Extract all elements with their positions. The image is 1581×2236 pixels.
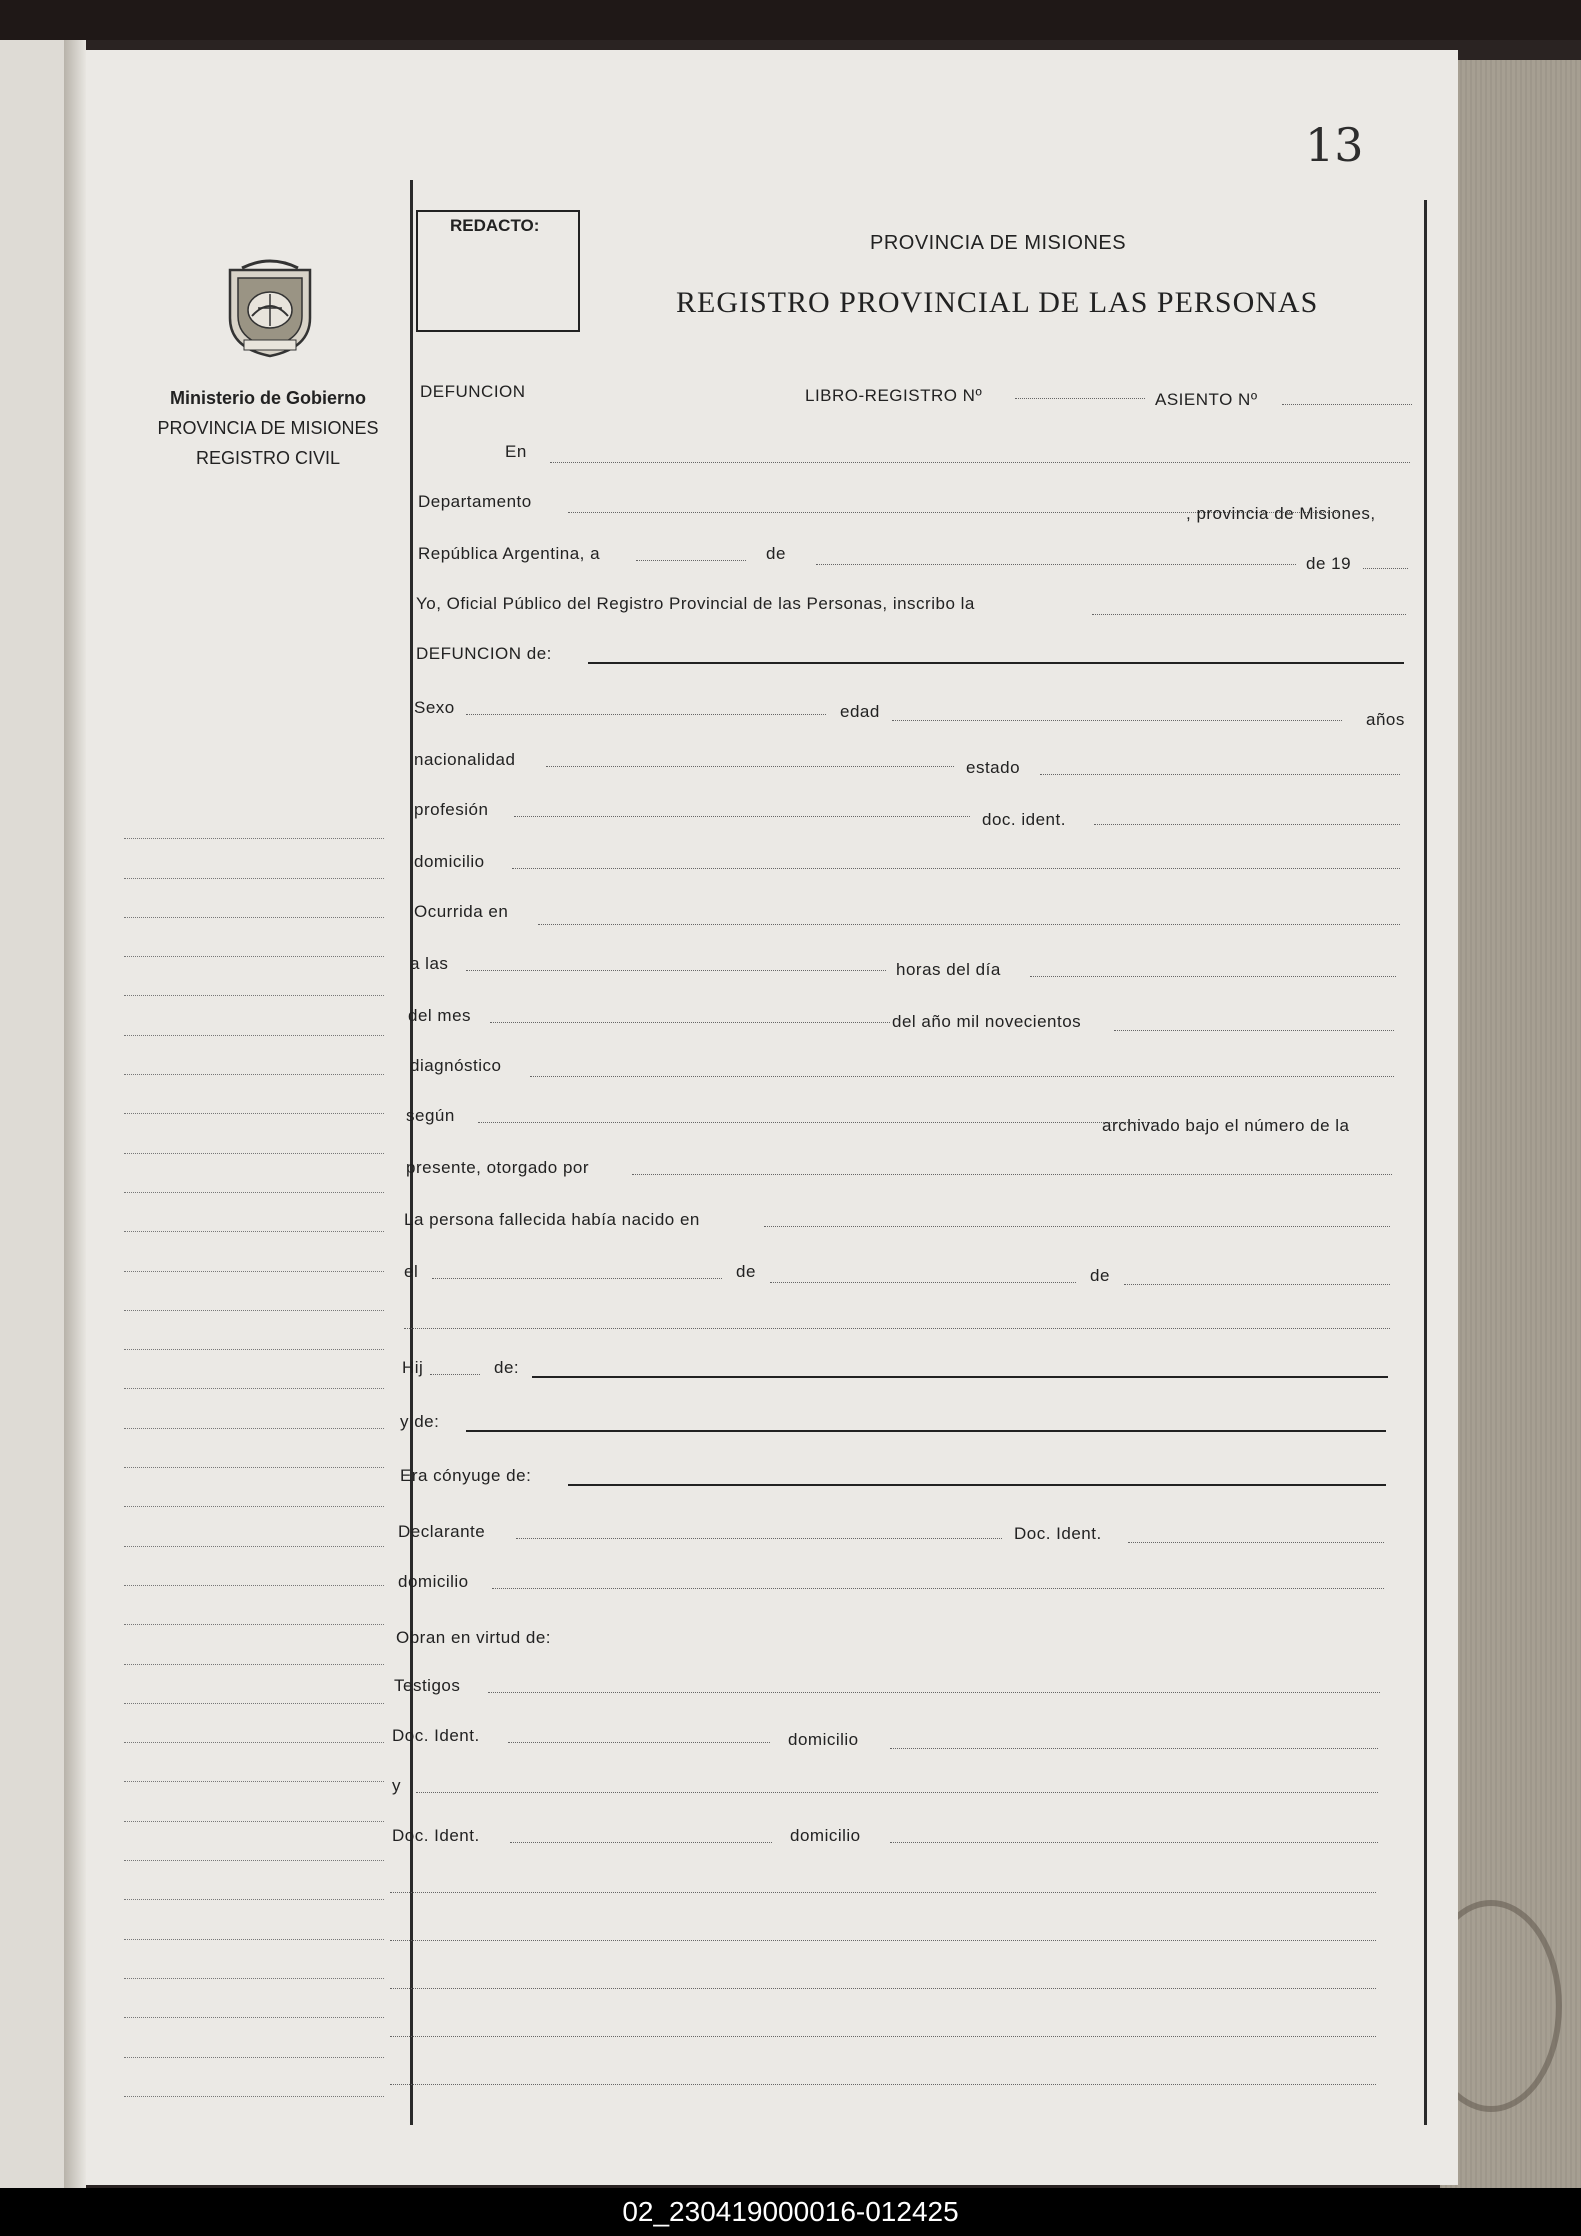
- nacido-dia-field[interactable]: [432, 1260, 722, 1279]
- margin-line: [124, 1743, 384, 1782]
- form-row-obran: [396, 1626, 1396, 1654]
- form-row-el: [404, 1260, 1404, 1288]
- margin-line: [124, 1350, 384, 1389]
- departamento-label: Departamento: [418, 492, 532, 511]
- y-de-label: y de:: [400, 1412, 440, 1431]
- form-row-y: [392, 1774, 1392, 1802]
- blank-line-field[interactable]: [390, 1970, 1376, 1989]
- conyuge-field[interactable]: [568, 1464, 1386, 1486]
- blank-line-field[interactable]: [390, 1922, 1376, 1941]
- margin-line: [124, 800, 384, 839]
- madre-field[interactable]: [466, 1410, 1386, 1432]
- form-row-blank-6: [390, 2066, 1390, 2094]
- en-field[interactable]: [550, 444, 1410, 463]
- form-row-blank-3: [390, 1922, 1390, 1950]
- anos-label: años: [1366, 710, 1405, 729]
- asiento-field[interactable]: [1282, 386, 1412, 405]
- margin-line: [124, 1861, 384, 1900]
- margin-line: [124, 1193, 384, 1232]
- margin-line: [124, 1625, 384, 1664]
- inscribo-field[interactable]: [1092, 596, 1406, 615]
- y-label: y: [392, 1776, 401, 1795]
- form-row-blank-5: [390, 2018, 1390, 2046]
- page-number: 13: [1305, 118, 1364, 172]
- libro-field[interactable]: [1015, 380, 1145, 399]
- form-row-blank-1: [404, 1310, 1404, 1338]
- form-row-nacido: [404, 1208, 1404, 1236]
- hora-field[interactable]: [466, 952, 886, 971]
- declarante-label: Declarante: [398, 1522, 486, 1541]
- ocurrida-label: Ocurrida en: [414, 902, 509, 921]
- archivado-label: archivado bajo el número de la: [1102, 1116, 1350, 1135]
- margin-line: [124, 2058, 384, 2097]
- form-row-declarante-domicilio: [398, 1570, 1398, 1598]
- sexo-field[interactable]: [466, 696, 826, 715]
- estado-label: estado: [966, 758, 1021, 777]
- edad-label: edad: [840, 702, 880, 721]
- declarante-domicilio-field[interactable]: [492, 1570, 1384, 1589]
- otorgado-field[interactable]: [632, 1156, 1392, 1175]
- nacido-ano-field[interactable]: [1124, 1266, 1390, 1285]
- horas-label: horas del día: [896, 960, 1001, 979]
- profesion-field[interactable]: [514, 798, 970, 817]
- margin-line: [124, 1036, 384, 1075]
- presente-label: presente, otorgado por: [406, 1158, 590, 1177]
- hij-label: Hij: [402, 1358, 424, 1377]
- difunto-name-field[interactable]: [588, 642, 1404, 664]
- testigo-2-domicilio-field[interactable]: [890, 1824, 1378, 1843]
- libro-label: LIBRO-REGISTRO Nº: [805, 386, 983, 405]
- form-row-diagnostico: [408, 1054, 1408, 1082]
- de-label-3: de: [1090, 1266, 1110, 1285]
- form-row-libro: [420, 380, 1420, 408]
- estado-field[interactable]: [1040, 756, 1400, 775]
- form-row-blank-2: [390, 1874, 1390, 1902]
- form-row-nacionalidad: [414, 748, 1414, 776]
- margin-line: [124, 1507, 384, 1546]
- testigo-1-doc-label: Doc. Ident.: [392, 1726, 480, 1745]
- conyuge-label: Era cónyuge de:: [400, 1466, 532, 1485]
- form-row-domicilio: [414, 850, 1414, 878]
- hij-suffix-field[interactable]: [430, 1356, 480, 1375]
- book-gutter: [64, 40, 86, 2190]
- form-row-yo: [416, 592, 1416, 620]
- right-vertical-rule: [1424, 200, 1427, 2125]
- blank-line-field[interactable]: [404, 1310, 1390, 1329]
- form-row-departamento: [418, 490, 1418, 523]
- ministry-block: [118, 383, 418, 473]
- form-row-en: [420, 440, 1420, 468]
- doc-ident-label: doc. ident.: [982, 810, 1066, 829]
- testigo-1-domicilio-field[interactable]: [890, 1730, 1378, 1749]
- margin-line: [124, 1154, 384, 1193]
- nacionalidad-field[interactable]: [546, 748, 954, 767]
- form-row-declarante: [398, 1520, 1398, 1548]
- testigo-2-field[interactable]: [416, 1774, 1378, 1793]
- de19-label: de 19: [1306, 554, 1352, 573]
- margin-line: [124, 2018, 384, 2057]
- defuncion-de-label: DEFUNCION de:: [416, 644, 552, 663]
- nacido-mes-field[interactable]: [770, 1264, 1076, 1283]
- en-label: En: [505, 442, 527, 461]
- margin-line: [124, 1822, 384, 1861]
- del-mes-label: del mes: [408, 1006, 472, 1025]
- form-row-segun: [406, 1104, 1406, 1135]
- blank-line-field[interactable]: [390, 2018, 1376, 2037]
- defuncion-heading: DEFUNCION: [420, 382, 526, 401]
- mes-muerte-field[interactable]: [490, 1004, 890, 1023]
- obran-label: Obran en virtud de:: [396, 1628, 552, 1647]
- blank-line-field[interactable]: [390, 1874, 1376, 1893]
- dia-field[interactable]: [636, 542, 746, 561]
- form-row-testigo-1-doc: [392, 1724, 1392, 1752]
- blank-line-field[interactable]: [390, 2066, 1376, 2085]
- del-ano-label: del año mil novecientos: [892, 1012, 1082, 1031]
- de-label-1: de: [766, 544, 786, 563]
- margin-line: [124, 1900, 384, 1939]
- diagnostico-field[interactable]: [530, 1058, 1394, 1077]
- margin-line: [124, 1704, 384, 1743]
- ano-muerte-field[interactable]: [1114, 1012, 1394, 1031]
- testigos-label: Testigos: [394, 1676, 461, 1695]
- redacto-box: [416, 210, 580, 332]
- segun-field[interactable]: [478, 1104, 1158, 1123]
- declarante-doc-label: Doc. Ident.: [1014, 1524, 1102, 1543]
- domicilio-field[interactable]: [512, 850, 1400, 869]
- de-label-2: de: [736, 1262, 756, 1281]
- redacto-label: REDACTO:: [450, 216, 540, 235]
- ministry-registry: REGISTRO CIVIL: [195, 448, 341, 468]
- form-row-sexo: [414, 696, 1414, 729]
- header-title: REGISTRO PROVINCIAL DE LAS PERSONAS: [676, 286, 1319, 319]
- republica-label: República Argentina, a: [418, 544, 601, 563]
- form-row-fecha: [418, 542, 1418, 573]
- padre-field[interactable]: [532, 1356, 1388, 1378]
- form-row-a-las: [410, 952, 1410, 980]
- margin-line: [124, 1114, 384, 1153]
- header-province: PROVINCIA DE MISIONES: [870, 232, 1127, 254]
- declarante-domicilio-label: domicilio: [398, 1572, 469, 1591]
- form-row-del-mes: [408, 1004, 1408, 1032]
- hij-de-label: de:: [494, 1358, 520, 1377]
- margin-line: [124, 1586, 384, 1625]
- margin-line: [124, 996, 384, 1035]
- form-row-presente: [406, 1156, 1406, 1184]
- testigo-1-field[interactable]: [488, 1674, 1380, 1693]
- margin-line: [124, 1665, 384, 1704]
- margin-line: [124, 1429, 384, 1468]
- form-row-defuncion-de: [416, 642, 1416, 670]
- asiento-label: ASIENTO Nº: [1155, 390, 1258, 409]
- margin-line: [124, 879, 384, 918]
- margin-line: [124, 1979, 384, 2018]
- mes-field[interactable]: [816, 546, 1296, 565]
- diagnostico-label: diagnóstico: [410, 1056, 502, 1075]
- provincial-seal-icon: [222, 256, 318, 360]
- persona-label: La persona fallecida había nacido en: [404, 1210, 700, 1229]
- domicilio-label: domicilio: [414, 852, 485, 871]
- form-row-blank-4: [390, 1970, 1390, 1998]
- segun-label: según: [406, 1106, 455, 1125]
- background-top: [0, 0, 1581, 40]
- form-row-testigo-2-doc: [392, 1824, 1392, 1852]
- testigo-2-domicilio-label: domicilio: [790, 1826, 861, 1845]
- form-row-hij: [402, 1356, 1402, 1384]
- el-label: el: [404, 1262, 419, 1281]
- nacionalidad-label: nacionalidad: [414, 750, 516, 769]
- margin-line: [124, 1782, 384, 1821]
- sexo-label: Sexo: [414, 698, 455, 717]
- form-row-conyuge: [400, 1464, 1400, 1492]
- doc-ident-field[interactable]: [1094, 806, 1400, 825]
- ministry-name: Ministerio de Gobierno: [169, 388, 366, 408]
- edad-field[interactable]: [892, 702, 1342, 721]
- ano-field[interactable]: [1363, 550, 1408, 569]
- margin-line: [124, 1389, 384, 1428]
- testigo-2-doc-label: Doc. Ident.: [392, 1826, 480, 1845]
- ministry-province: PROVINCIA DE MISIONES: [157, 418, 379, 438]
- margin-line: [124, 1272, 384, 1311]
- form-row-ocurrida: [414, 900, 1414, 928]
- dia-muerte-field[interactable]: [1030, 958, 1396, 977]
- testigo-1-domicilio-label: domicilio: [788, 1730, 859, 1749]
- margin-line: [124, 1311, 384, 1350]
- margin-line: [124, 839, 384, 878]
- margin-line: [124, 1547, 384, 1586]
- testigo-1-doc-field[interactable]: [508, 1724, 770, 1743]
- form-row-testigos: [394, 1674, 1394, 1702]
- form-row-profesion: [414, 798, 1414, 829]
- margin-line: [124, 1940, 384, 1979]
- testigo-2-doc-field[interactable]: [510, 1824, 772, 1843]
- a-las-label: a las: [410, 954, 449, 973]
- nacido-field[interactable]: [764, 1208, 1390, 1227]
- profesion-label: profesión: [414, 800, 489, 819]
- yo-statement: Yo, Oficial Público del Registro Provincial de las Personas, inscribo la: [416, 594, 975, 613]
- provincia-label: , provincia de Misiones,: [1186, 504, 1376, 523]
- scan-identifier: 02_230419000016-012425: [0, 2188, 1581, 2236]
- margin-line: [124, 1468, 384, 1507]
- margin-line: [124, 1232, 384, 1271]
- form-row-y-de: [400, 1410, 1400, 1438]
- ocurrida-field[interactable]: [538, 906, 1400, 925]
- declarante-doc-field[interactable]: [1128, 1524, 1384, 1543]
- margin-line: [124, 957, 384, 996]
- margin-line: [124, 918, 384, 957]
- margin-line: [124, 1075, 384, 1114]
- margin-notes-lines: [124, 800, 384, 2097]
- declarante-field[interactable]: [516, 1520, 1002, 1539]
- book-cover-cloth: [1440, 60, 1581, 2190]
